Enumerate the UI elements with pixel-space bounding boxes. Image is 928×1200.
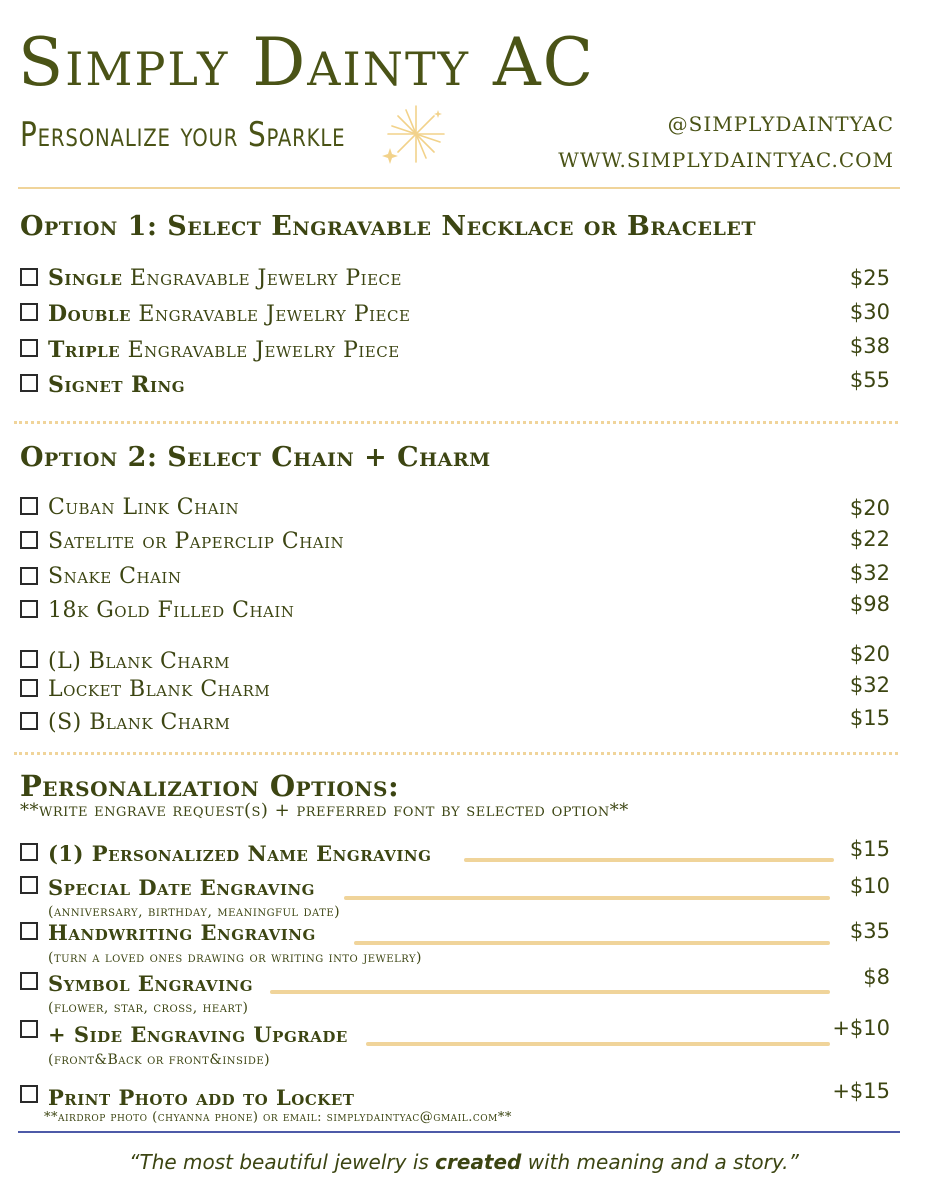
- item-label: Double Engravable Jewelry Piece: [48, 301, 411, 327]
- checkbox[interactable]: [20, 1085, 38, 1103]
- checkbox[interactable]: [20, 531, 38, 549]
- dotted-divider: [14, 752, 898, 755]
- item-label: Triple Engravable Jewelry Piece: [48, 337, 400, 363]
- item-price: $98: [849, 592, 890, 616]
- item-label: Print Photo add to Locket: [48, 1085, 355, 1110]
- item-label: Cuban Link Chain: [48, 495, 240, 520]
- checkbox[interactable]: [20, 374, 38, 392]
- checkbox[interactable]: [20, 650, 38, 668]
- item-price: $8: [863, 965, 890, 989]
- item-price: $30: [849, 300, 890, 324]
- checkbox[interactable]: [20, 712, 38, 730]
- checkbox[interactable]: [20, 876, 38, 894]
- item-label: + Side Engraving Upgrade: [48, 1022, 348, 1047]
- write-in-line[interactable]: [344, 896, 830, 900]
- item-price: +$10: [832, 1016, 890, 1040]
- personalization-title: Personalization Options:: [20, 769, 400, 803]
- item-price: $25: [849, 266, 890, 290]
- item-label: (1) Personalized Name Engraving: [48, 841, 432, 866]
- checkbox[interactable]: [20, 303, 38, 321]
- item-price: $15: [849, 706, 890, 730]
- divider: [18, 1131, 900, 1133]
- item-price: $32: [849, 561, 890, 585]
- item-label: Satelite or Paperclip Chain: [48, 529, 345, 554]
- item-label: Handwriting Engraving: [48, 920, 316, 945]
- item-price: $35: [849, 919, 890, 943]
- checkbox[interactable]: [20, 497, 38, 515]
- item-price: $22: [849, 527, 890, 551]
- item-subtext: (turn a loved ones drawing or writing into jewelry): [48, 950, 423, 966]
- item-subtext: **airdrop photo (chyanna phone) or email: simplydaintyac@gmail.com**: [44, 1110, 512, 1125]
- checkbox[interactable]: [20, 843, 38, 861]
- checkbox[interactable]: [20, 1020, 38, 1038]
- write-in-line[interactable]: [270, 990, 830, 994]
- item-price: $55: [849, 368, 890, 392]
- write-in-line[interactable]: [366, 1042, 830, 1046]
- item-price: $10: [849, 874, 890, 898]
- checkbox[interactable]: [20, 679, 38, 697]
- item-label: Signet Ring: [48, 372, 186, 398]
- item-label: Snake Chain: [48, 564, 182, 589]
- checkbox[interactable]: [20, 922, 38, 940]
- item-price: +$15: [832, 1079, 890, 1103]
- write-in-line[interactable]: [464, 858, 834, 862]
- checkbox[interactable]: [20, 339, 38, 357]
- divider: [18, 187, 900, 189]
- item-label: Single Engravable Jewelry Piece: [48, 265, 402, 291]
- footer-quote: “The most beautiful jewelry is created with meaning and a story.”: [129, 1150, 799, 1174]
- item-price: $38: [849, 334, 890, 358]
- tagline: Personalize your Sparkle: [20, 115, 346, 155]
- item-price: $20: [849, 496, 890, 520]
- item-subtext: (anniversary, birthday, meaningful date): [48, 904, 341, 920]
- item-label: Locket Blank Charm: [48, 677, 271, 702]
- item-price: $15: [849, 837, 890, 861]
- instagram-handle: @SIMPLYDAINTYAC: [667, 112, 894, 136]
- brand-title: Simply Dainty AC: [18, 24, 596, 101]
- write-in-line[interactable]: [354, 941, 830, 945]
- website-url: WWW.SIMPLYDAINTYAC.COM: [558, 148, 894, 172]
- checkbox[interactable]: [20, 600, 38, 618]
- item-label: 18k Gold Filled Chain: [48, 598, 295, 623]
- item-label: Symbol Engraving: [48, 971, 254, 996]
- item-price: $20: [849, 642, 890, 666]
- checkbox[interactable]: [20, 972, 38, 990]
- personalization-note: **write engrave request(s) + preferred font by selected option**: [20, 800, 629, 821]
- option1-title: Option 1: Select Engravable Necklace or Bracelet: [20, 211, 756, 242]
- sparkle-icon: [378, 104, 448, 166]
- dotted-divider: [14, 421, 898, 424]
- item-subtext: (front&Back or front&inside): [48, 1052, 271, 1068]
- item-price: $32: [849, 673, 890, 697]
- option2-title: Option 2: Select Chain + Charm: [20, 442, 491, 473]
- item-label: (S) Blank Charm: [48, 710, 231, 735]
- item-subtext: (flower, star, cross, heart): [48, 1000, 249, 1016]
- checkbox[interactable]: [20, 268, 38, 286]
- item-label: (L) Blank Charm: [48, 649, 230, 674]
- checkbox[interactable]: [20, 567, 38, 585]
- item-label: Special Date Engraving: [48, 875, 315, 900]
